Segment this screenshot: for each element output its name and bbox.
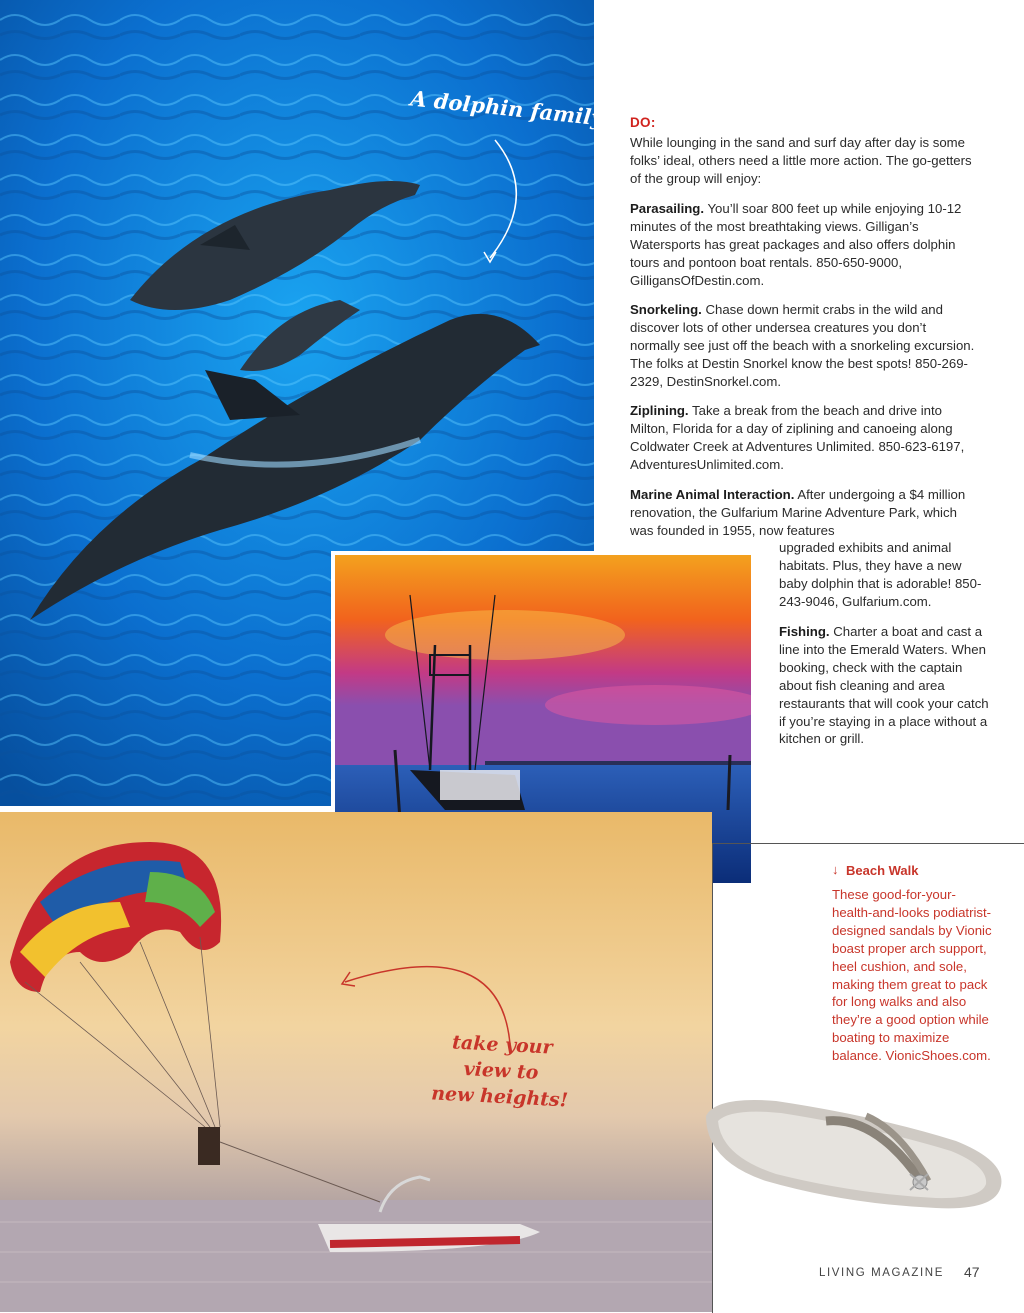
item-snorkeling-lead: Snorkeling.: [630, 302, 702, 317]
item-fishing-text: Charter a boat and cast a line into the Emerald Waters. When booking, check with the captain about fish cleaning and area restaurants that will cook your catch if you’re staying in a place without a kitchen or grill.: [779, 624, 989, 747]
item-parasailing-text: You’ll soar 800 feet up while enjoying 10-12 minutes of the most breathtaking views. Gilligan’s Watersports has great packages and also offers dolphin tours and pontoon boat rentals. 850-650-9000, GilligansOfDestin.com.: [630, 201, 962, 288]
magazine-name: LIVING MAGAZINE: [819, 1267, 944, 1279]
sandal-image: [696, 1086, 1008, 1218]
item-parasailing-lead: Parasailing.: [630, 201, 705, 216]
do-intro: While lounging in the sand and surf day after day is some folks’ ideal, others need a little more action. The go-getters of the group will enjoy:: [630, 135, 972, 186]
down-arrow-icon: ↓: [832, 862, 839, 877]
item-fishing-lead: Fishing.: [779, 624, 830, 639]
item-ziplining: [630, 402, 975, 474]
item-fishing: [779, 623, 989, 748]
item-marine-continued: upgraded exhibits and animal habitats. Plus, they have a new baby dolphin that is adorable! 850-243-9046, Gulfarium.com.: [779, 540, 982, 609]
page-number: 47: [964, 1264, 980, 1280]
sidebar-title: Beach Walk: [846, 863, 919, 878]
item-ziplining-text: Take a break from the beach and drive into Milton, Florida for a day of ziplining and canoeing along Coldwater Creek at Adventures Unlimited. 850-623-6197, AdventuresUnlimited.com.: [630, 403, 965, 472]
sidebar-text: These good-for-your-health-and-looks podiatrist-designed sandals by Vionic boast proper arch support, heel cushion, and sole, making them great to pack for long walks and also they’re a good option while boating to maximize balance. VionicShoes.com.: [832, 887, 992, 1064]
item-snorkeling-text: Chase down hermit crabs in the wild and discover lots of other undersea creatures you don’t normally see just off the beach with a snorkeling excursion. The folks at Destin Snorkel know the best spots! 850-269-2329, DestinSnorkel.com.: [630, 302, 975, 389]
parasail-photo: [0, 812, 712, 1312]
parasail-caption-line1: take your view to: [451, 1031, 554, 1084]
item-marine: [630, 486, 975, 540]
parasail-caption-line2: new heights!: [430, 1082, 569, 1112]
item-marine-lead: Marine Animal Interaction.: [630, 487, 795, 502]
item-ziplining-lead: Ziplining.: [630, 403, 689, 418]
dolphin-caption: A dolphin family!: [409, 85, 614, 132]
do-heading: DO:: [630, 115, 656, 130]
parasail-caption: [424, 1028, 578, 1114]
item-parasailing: [630, 200, 975, 290]
item-marine-text: After undergoing a $4 million renovation, the Gulfarium Marine Adventure Park, which was founded in 1955, now features: [630, 487, 966, 538]
item-snorkeling: [630, 301, 975, 391]
